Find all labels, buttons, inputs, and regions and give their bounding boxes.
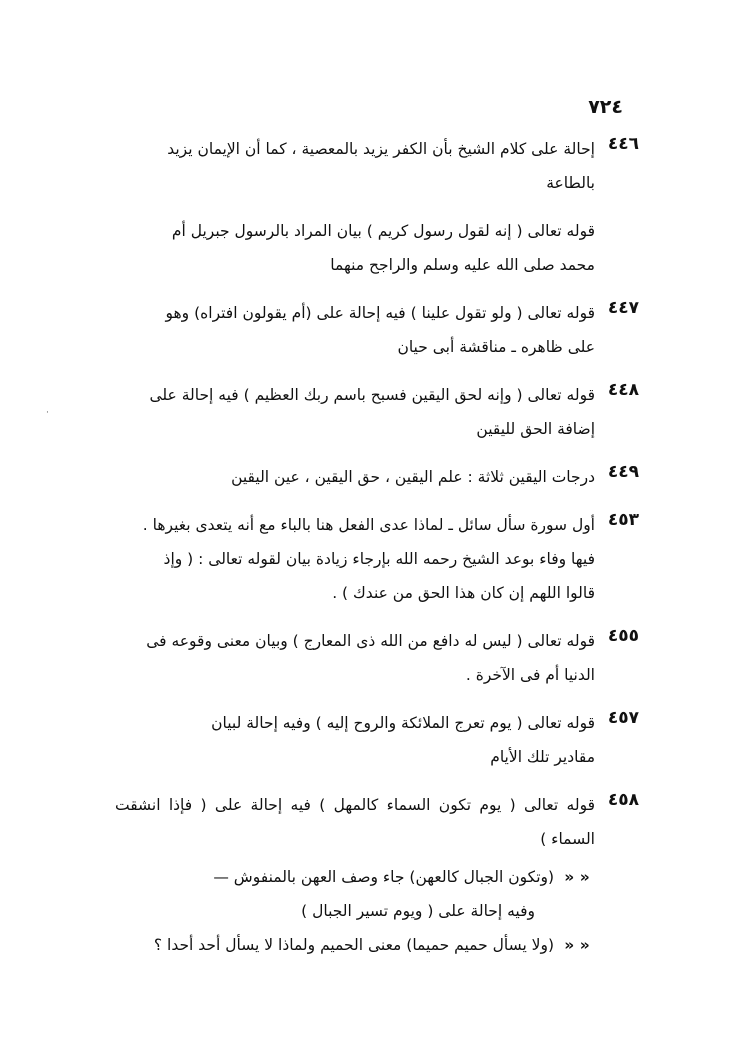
entry-text — [115, 296, 595, 364]
index-entry — [115, 508, 639, 610]
scan-speck: · — [46, 408, 49, 418]
entry-text — [115, 508, 595, 610]
index-entries — [115, 132, 639, 962]
entry-number: ٤٥٧ — [607, 708, 639, 728]
index-entry — [115, 214, 635, 282]
entry-line: إحالة على كلام الشيخ بأن الكفر يزيد بالمعصية ، كما أن الإيمان يزيد — [167, 140, 595, 158]
page-number: ٧٢٤ — [588, 96, 623, 118]
ditto-mark: « « — [564, 936, 590, 954]
entry-number: ٤٤٨ — [607, 380, 639, 400]
sub-entry-text: (ولا يسأل حميم حميما) معنى الحميم ولماذا لا يسأل أحد أحدا ؟ — [153, 936, 555, 954]
entry-line: قوله تعالى ( يوم تكون السماء كالمهل ) فيه إحالة على ( فإذا انشقت السماء ) — [115, 796, 595, 848]
entry-text — [115, 624, 595, 692]
entry-line: فيها وفاء بوعد الشيخ رحمه الله بإرجاء زيادة بيان لقوله تعالى : ( وإذ — [163, 550, 595, 568]
index-entry — [115, 378, 639, 446]
sub-entry — [115, 860, 595, 894]
entry-line: مقادير تلك الأيام — [490, 748, 595, 766]
entry-number: ٤٥٣ — [607, 510, 639, 530]
sub-entry — [115, 894, 535, 928]
index-entry — [115, 624, 639, 692]
entry-text — [115, 132, 595, 200]
entry-line: قوله تعالى ( ولو تقول علينا ) فيه إحالة على (أم يقولون افتراه) وهو — [165, 304, 595, 322]
entry-text — [115, 214, 595, 282]
entry-line: أول سورة سأل سائل ـ لماذا عدى الفعل هنا بالباء مع أنه يتعدى بغيرها . — [142, 516, 595, 534]
entry-line: قوله تعالى ( إنه لقول رسول كريم ) بيان المراد بالرسول جبريل أم — [171, 222, 595, 240]
entry-line: محمد صلى الله عليه وسلم والراجح منهما — [330, 256, 595, 274]
index-entry — [115, 706, 639, 774]
entry-number: ٤٤٦ — [607, 134, 639, 154]
entry-text — [115, 788, 595, 856]
entry-text — [115, 460, 595, 494]
entry-text — [115, 378, 595, 446]
sub-entry-text: (وتكون الجبال كالعهن) جاء وصف العهن بالمنفوش — — [213, 868, 555, 886]
sub-entry — [115, 928, 595, 962]
entry-number: ٤٤٩ — [607, 462, 639, 482]
index-entry — [115, 296, 639, 364]
entry-line: قوله تعالى ( وإنه لحق اليقين فسبح باسم ربك العظيم ) فيه إحالة على — [149, 386, 595, 404]
entry-number: ٤٤٧ — [607, 298, 639, 318]
entry-number: ٤٥٥ — [607, 626, 639, 646]
entry-line: بالطاعة — [546, 174, 595, 192]
index-entry — [115, 460, 639, 494]
sub-entry-text: وفيه إحالة على ( ويوم تسير الجبال ) — [301, 902, 535, 920]
index-entry — [115, 132, 639, 200]
entry-line: إضافة الحق لليقين — [476, 420, 595, 438]
entry-text — [115, 706, 595, 774]
entry-number: ٤٥٨ — [607, 790, 639, 810]
entry-line: قوله تعالى ( ليس له دافع من الله ذى المعارج ) وبيان معنى وقوعه فى — [146, 632, 595, 650]
entry-line: قالوا اللهم إن كان هذا الحق من عندك ) . — [332, 584, 595, 602]
ditto-mark: « « — [564, 868, 590, 886]
entry-line: درجات اليقين ثلاثة : علم اليقين ، حق اليقين ، عين اليقين — [231, 468, 595, 486]
index-entry — [115, 788, 639, 856]
entry-line: قوله تعالى ( يوم تعرج الملائكة والروح إليه ) وفيه إحالة لبيان — [211, 714, 595, 732]
entry-line: الدنيا أم فى الآخرة . — [465, 666, 595, 684]
entry-line: على ظاهره ـ مناقشة أبى حيان — [397, 338, 595, 356]
